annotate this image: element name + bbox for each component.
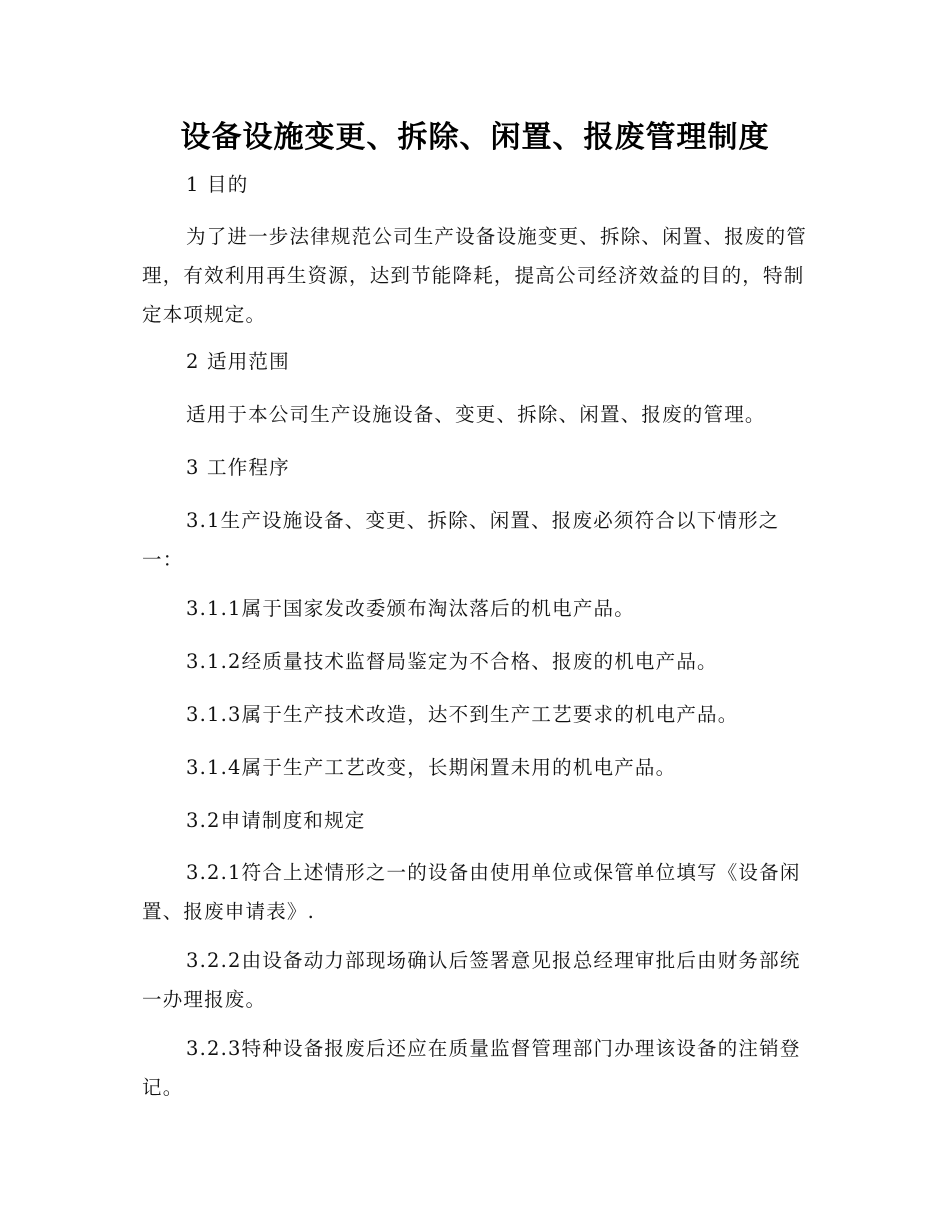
paragraph-3-2-3: 3.2.3特种设备报废后还应在质量监督管理部门办理该设备的注销登记。 <box>142 1037 801 1099</box>
heading-3-2: 3.2申请制度和规定 <box>186 809 366 832</box>
document-title: 设备设施变更、拆除、闲置、报废管理制度 <box>180 120 770 155</box>
paragraph-3-2-1: 3.2.1符合上述情形之一的设备由使用单位或保管单位填写《设备闲置、报废申请表》. <box>142 861 801 923</box>
heading-purpose: 1 目的 <box>186 173 249 196</box>
paragraph-3-1-2: 3.1.2经质量技术监督局鉴定为不合格、报废的机电产品。 <box>186 650 718 673</box>
paragraph-3-1-3: 3.1.3属于生产技术改造，达不到生产工艺要求的机电产品。 <box>186 703 739 726</box>
paragraph-3-2-2: 3.2.2由设备动力部现场确认后签署意见报总经理审批后由财务部统一办理报废。 <box>142 949 801 1011</box>
paragraph-3-1-1: 3.1.1属于国家发改委颁布淘汰落后的机电产品。 <box>186 597 635 620</box>
paragraph-scope: 适用于本公司生产设施设备、变更、拆除、闲置、报废的管理。 <box>186 403 766 426</box>
heading-scope: 2 适用范围 <box>186 350 290 373</box>
paragraph-purpose: 为了进一步法律规范公司生产设备设施变更、拆除、闲置、报废的管理，有效利用再生资源，达到节能降耗，提高公司经济效益的目的，特制定本项规定。 <box>142 225 808 326</box>
paragraph-3-1: 3.1生产设施设备、变更、拆除、闲置、报废必须符合以下情形之一： <box>142 509 780 571</box>
heading-procedure: 3 工作程序 <box>186 456 290 479</box>
paragraph-3-1-4: 3.1.4属于生产工艺改变，长期闲置未用的机电产品。 <box>186 756 677 779</box>
